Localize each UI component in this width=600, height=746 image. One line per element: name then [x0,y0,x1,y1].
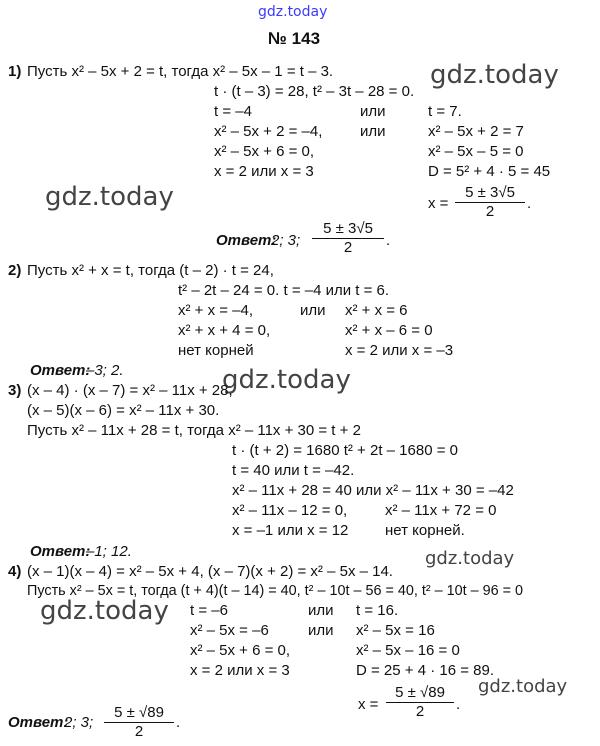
problem-3-line: нет корней. [385,522,465,539]
problem-1-number: 1) [8,63,22,80]
problem-2-line: t² – 2t – 24 = 0. t = –4 или t = 6. [178,282,390,299]
problem-4-number: 4) [8,563,22,580]
watermark: gdz.today [222,365,351,395]
fraction-numerator: 5 ± 3√5 [312,220,384,239]
problem-1-line: x² – 5x + 2 = –4, [214,123,323,140]
problem-1-line: t = 7. [428,103,462,120]
problem-1-line: D = 5² + 4 · 5 = 45 [428,163,551,180]
problem-4-line: D = 25 + 4 · 16 = 89. [356,662,495,679]
problem-1-line: или [360,123,386,140]
watermark: gdz.today [45,182,174,212]
problem-4-line: или [308,622,334,639]
problem-3-line: t = 40 или t = –42. [232,462,355,479]
problem-1-answer-fraction [312,220,384,257]
problem-1-x-equals: x = [428,195,449,212]
problem-2-line: или [300,302,326,319]
problem-2-answer-label: Ответ: [30,362,91,379]
problem-4-line: x² – 5x – 16 = 0 [356,642,460,659]
problem-2-number: 2) [8,262,22,279]
problem-2-answer: –3; 2. [86,362,124,379]
problem-3-line: (x – 4) · (x – 7) = x² – 11x + 28, [27,382,233,399]
problem-4-period: . [456,696,461,713]
problem-4-line: t = 16. [356,602,399,619]
problem-1-answer-label: Ответ: [216,232,277,249]
fraction-numerator: 5 ± √89 [104,704,174,723]
problem-3-line: x² – 11x + 72 = 0 [385,502,497,519]
problem-1-fraction [455,184,525,221]
fraction-numerator: 5 ± √89 [386,684,454,703]
problem-4-answer-period: . [176,714,181,731]
problem-4-line: x = 2 или x = 3 [190,662,290,679]
watermark: gdz.today [430,60,559,90]
problem-2-line: нет корней [178,342,254,359]
problem-3-line: t · (t + 2) = 1680 t² + 2t – 1680 = 0 [232,442,458,459]
fraction-numerator: 5 ± 3√5 [455,184,525,203]
problem-4-x-equals: x = [358,696,379,713]
watermark: gdz.today [40,596,169,626]
problem-3-line: x² – 11x + 28 = 40 или x² – 11x + 30 = –42 [232,482,514,499]
fraction-denominator: 2 [343,239,353,256]
problem-3-answer: –1; 12. [86,543,132,560]
problem-1-answer: 2; 3; [271,232,301,249]
problem-1-line: x² – 5x + 2 = 7 [428,123,524,140]
problem-1-line: t = –4 [214,103,252,120]
problem-3-line: Пусть x² – 11x + 28 = t, тогда x² – 11x + 30 = t + 2 [27,422,361,439]
problem-1-line: x² – 5x + 6 = 0, [214,143,315,160]
problem-4-answer-fraction [104,704,174,741]
problem-1-line: x = 2 или x = 3 [214,163,314,180]
problem-2-line: x² + x + 4 = 0, [178,322,271,339]
problem-4-line: x² – 5x + 6 = 0, [190,642,291,659]
problem-2-line: x² + x = –4, [178,302,254,319]
problem-4-fraction [386,684,454,721]
fraction-denominator: 2 [415,703,425,720]
problem-4-line: (x – 1)(x – 4) = x² – 5x + 4, (x – 7)(x + 2) = x² – 5x – 14. [27,563,393,580]
problem-1-line: Пусть x² – 5x + 2 = t, тогда x² – 5x – 1 = t – 3. [27,63,334,80]
problem-4-line: x² – 5x = –6 [190,622,269,639]
watermark: gdz.today [478,676,568,697]
problem-4-answer-label: Ответ: [8,714,69,731]
problem-1-answer-period: . [386,232,391,249]
problem-4-line: Пусть x² – 5x = t, тогда (t + 4)(t – 14) = 40, t² – 10t – 56 = 40, t² – 10t – 96 = 0 [27,583,524,599]
problem-1-line: или [360,103,386,120]
problem-3-line: x² – 11x – 12 = 0, [232,502,348,519]
problem-2-line: Пусть x² + x = t, тогда (t – 2) · t = 24, [27,262,274,279]
fraction-denominator: 2 [485,203,495,220]
problem-2-line: x² + x = 6 [345,302,408,319]
problem-3-line: (x – 5)(x – 6) = x² – 11x + 30. [27,402,220,419]
watermark: gdz.today [425,548,515,569]
page-title: № 143 [268,29,321,48]
problem-1-period: . [527,195,532,212]
problem-2-line: x = 2 или x = –3 [345,342,454,359]
problem-1-line: t · (t – 3) = 28, t² – 3t – 28 = 0. [214,83,415,100]
problem-3-line: x = –1 или x = 12 [232,522,349,539]
problem-3-answer-label: Ответ: [30,543,91,560]
problem-4-line: x² – 5x = 16 [356,622,435,639]
problem-4-line: или [308,602,334,619]
problem-1-line: x² – 5x – 5 = 0 [428,143,524,160]
problem-2-line: x² + x – 6 = 0 [345,322,433,339]
problem-4-answer: 2; 3; [64,714,94,731]
problem-3-number: 3) [8,382,22,399]
header-watermark: gdz.today [258,4,328,20]
fraction-denominator: 2 [134,723,144,740]
problem-4-line: t = –6 [190,602,228,619]
